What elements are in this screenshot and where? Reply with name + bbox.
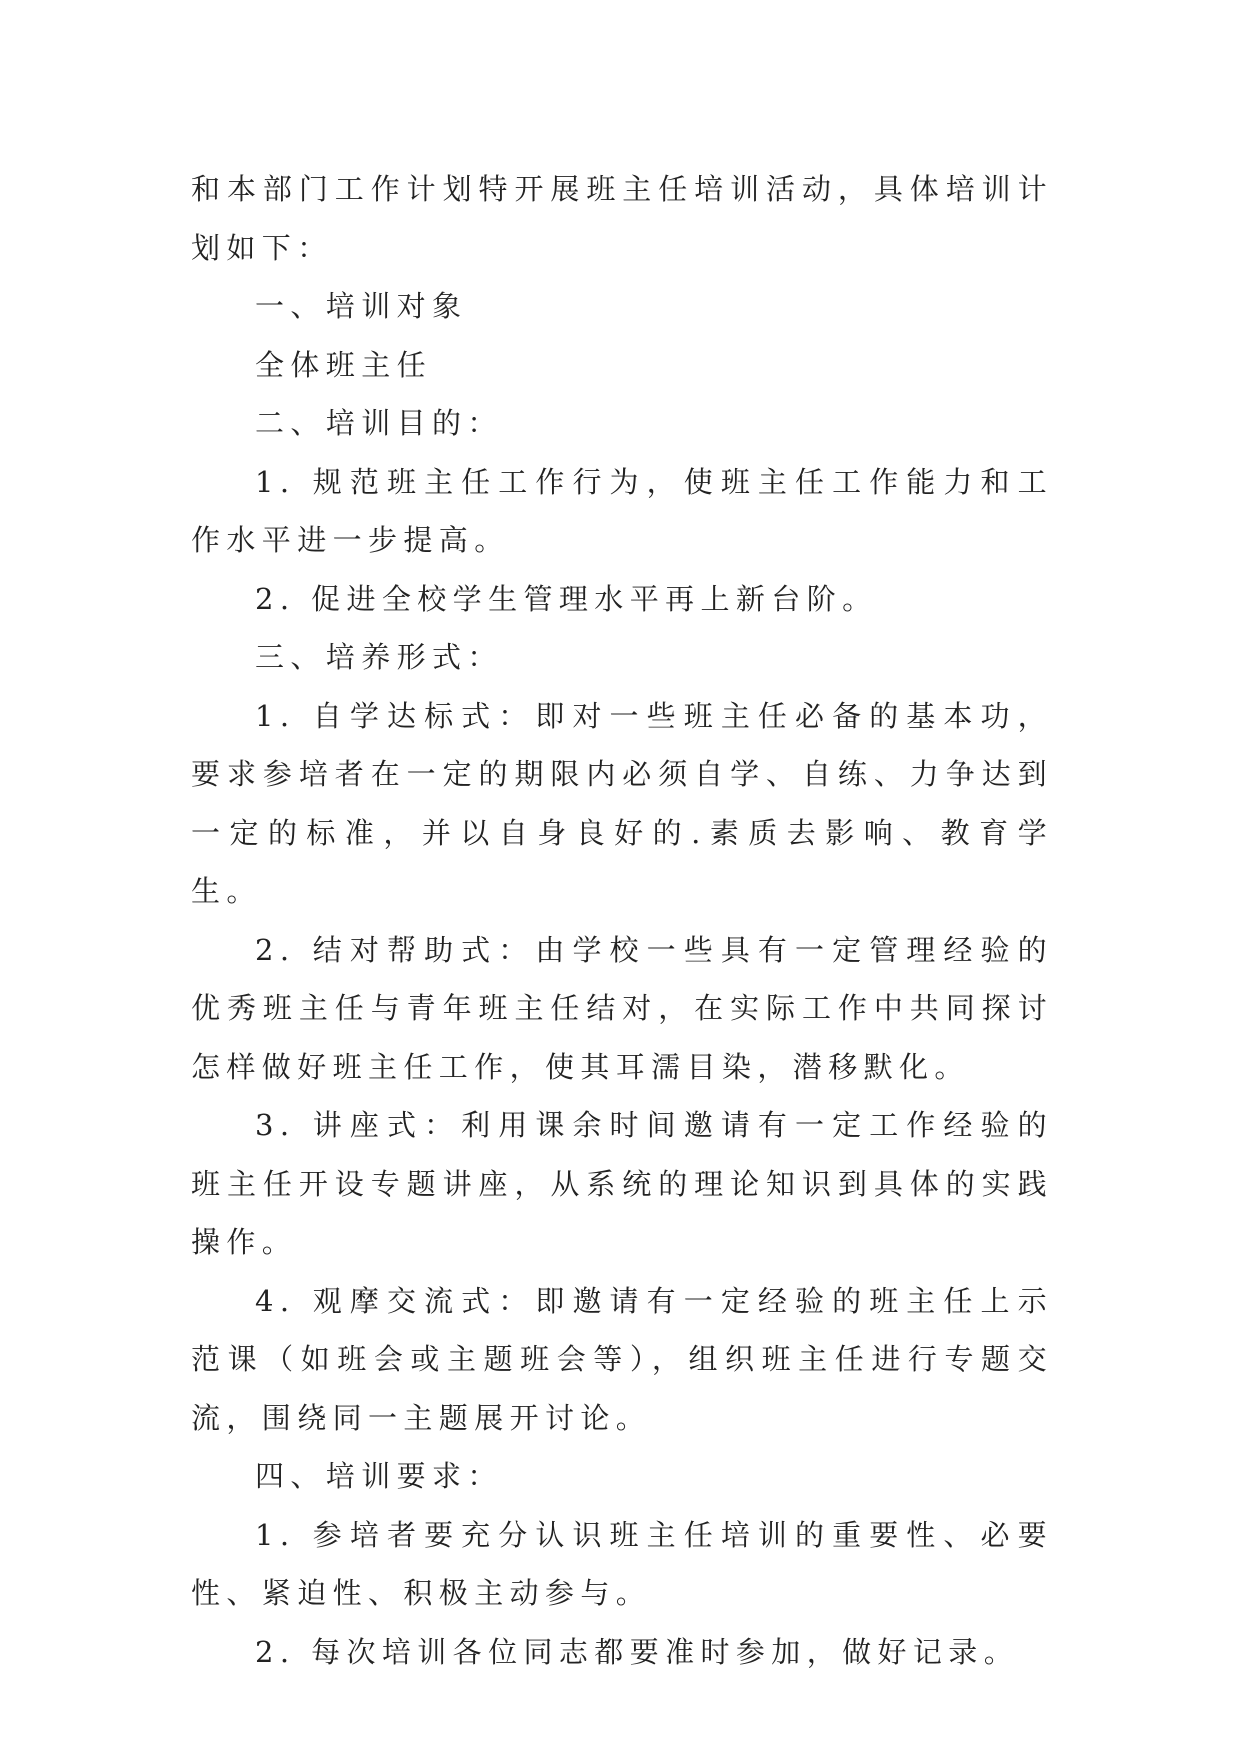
form-item-3: 3. 讲座式：利用课余时间邀请有一定工作经验的班主任开设专题讲座，从系统的理论知识到具体的实践操作。 bbox=[191, 1108, 1053, 1259]
paragraph-intro: 和本部门工作计划特开展班主任培训活动，具体培训计划如下： bbox=[191, 172, 1053, 265]
heading-training-requirements: 四、培训要求： bbox=[255, 1459, 503, 1493]
heading-training-purpose: 二、培训目的： bbox=[255, 406, 503, 440]
form-item-2: 2. 结对帮助式：由学校一些具有一定管理经验的优秀班主任与青年班主任结对，在实际工作中共同探讨怎样做好班主任工作，使其耳濡目染，潜移默化。 bbox=[191, 932, 1053, 1084]
form-item-1: 1. 自学达标式：即对一些班主任必备的基本功，要求参培者在一定的期限内必须自学、自练、力争达到一定的标准，并以自身良好的.素质去影响、教育学生。 bbox=[191, 698, 1053, 908]
heading-training-target: 一、培训对象 bbox=[255, 289, 468, 323]
paragraph-target: 全体班主任 bbox=[255, 347, 433, 382]
purpose-item-2: 2. 促进全校学生管理水平再上新台阶。 bbox=[255, 581, 878, 616]
heading-training-form: 三、培养形式： bbox=[255, 640, 503, 674]
purpose-item-1: 1. 规范班主任工作行为，使班主任工作能力和工作水平进一步提高。 bbox=[191, 464, 1053, 557]
document-body bbox=[191, 160, 1053, 1681]
form-item-4: 4. 观摩交流式：即邀请有一定经验的班主任上示范课（如班会或主题班会等），组织班主任进行专题交流，围绕同一主题展开讨论。 bbox=[191, 1283, 1053, 1435]
requirement-item-1: 1. 参培者要充分认识班主任培训的重要性、必要性、紧迫性、积极主动参与。 bbox=[191, 1517, 1053, 1610]
requirement-item-2: 2. 每次培训各位同志都要准时参加，做好记录。 bbox=[255, 1634, 1020, 1669]
